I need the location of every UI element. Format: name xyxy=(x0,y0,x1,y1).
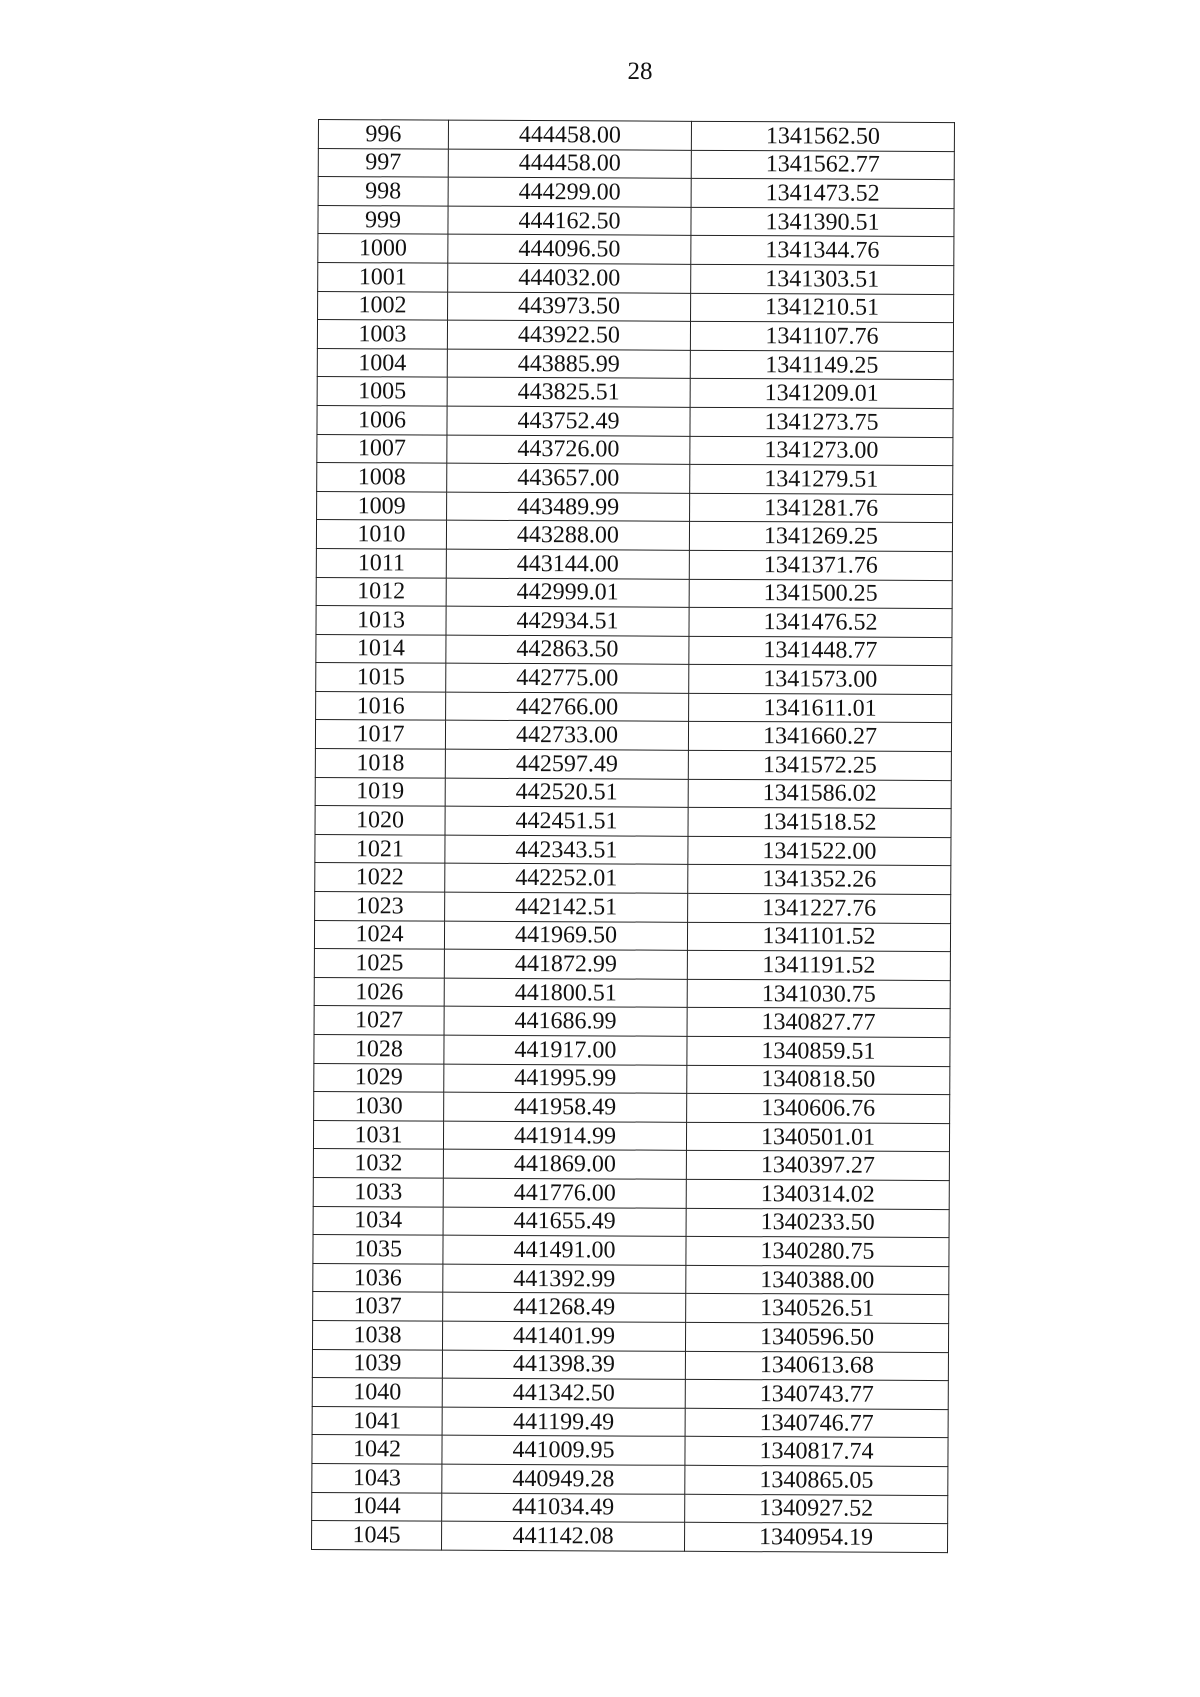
y-coordinate-cell: 1341522.00 xyxy=(688,836,951,866)
y-coordinate-cell: 1340827.77 xyxy=(687,1008,950,1038)
table-row xyxy=(313,1177,949,1209)
table-row xyxy=(316,634,952,666)
table-row xyxy=(312,1435,948,1467)
y-coordinate-cell: 1341281.76 xyxy=(690,493,953,523)
point-number-cell: 1033 xyxy=(313,1177,443,1206)
y-coordinate-cell: 1341500.25 xyxy=(689,579,952,609)
table-row xyxy=(315,777,951,809)
x-coordinate-cell: 442451.51 xyxy=(445,806,688,836)
x-coordinate-cell: 442733.00 xyxy=(445,721,688,751)
table-row xyxy=(317,405,953,437)
table-row xyxy=(316,577,952,609)
table-row xyxy=(314,920,950,952)
point-number-cell: 1017 xyxy=(315,720,445,749)
y-coordinate-cell: 1341371.76 xyxy=(689,550,952,580)
x-coordinate-cell: 442775.00 xyxy=(446,663,689,693)
x-coordinate-cell: 441917.00 xyxy=(444,1035,687,1065)
table-row xyxy=(316,548,952,580)
point-number-cell: 1030 xyxy=(314,1092,444,1121)
x-coordinate-cell: 444458.00 xyxy=(448,120,691,150)
point-number-cell: 1013 xyxy=(316,606,446,635)
table-row xyxy=(313,1235,949,1267)
point-number-cell: 1012 xyxy=(316,577,446,606)
table-row xyxy=(315,834,951,866)
point-number-cell: 1038 xyxy=(312,1320,442,1349)
point-number-cell: 997 xyxy=(318,148,448,177)
x-coordinate-cell: 442999.01 xyxy=(446,578,689,608)
point-number-cell: 1021 xyxy=(315,834,445,863)
y-coordinate-cell: 1340526.51 xyxy=(686,1294,949,1324)
table-row xyxy=(315,749,951,781)
y-coordinate-cell: 1341269.25 xyxy=(689,522,952,552)
y-coordinate-cell: 1341273.75 xyxy=(690,407,953,437)
y-coordinate-cell: 1340859.51 xyxy=(687,1036,950,1066)
x-coordinate-cell: 441914.99 xyxy=(443,1121,686,1151)
point-number-cell: 1034 xyxy=(313,1206,443,1235)
y-coordinate-cell: 1341030.75 xyxy=(687,979,950,1009)
y-coordinate-cell: 1341611.01 xyxy=(689,693,952,723)
point-number-cell: 999 xyxy=(318,205,448,234)
x-coordinate-cell: 443657.00 xyxy=(447,463,690,493)
table-row xyxy=(317,377,953,409)
table-row xyxy=(312,1492,948,1524)
x-coordinate-cell: 442766.00 xyxy=(446,692,689,722)
x-coordinate-cell: 442863.50 xyxy=(446,635,689,665)
y-coordinate-cell: 1341562.77 xyxy=(691,150,954,180)
x-coordinate-cell: 441392.99 xyxy=(443,1264,686,1294)
table-row xyxy=(318,148,954,180)
point-number-cell: 1007 xyxy=(317,434,447,463)
point-number-cell: 1009 xyxy=(317,491,447,520)
point-number-cell: 1014 xyxy=(316,634,446,663)
point-number-cell: 1040 xyxy=(312,1378,442,1407)
x-coordinate-cell: 443726.00 xyxy=(447,435,690,465)
y-coordinate-cell: 1340865.05 xyxy=(685,1465,948,1495)
table-row xyxy=(317,348,953,380)
table-row xyxy=(317,491,953,523)
table-row xyxy=(318,120,954,152)
y-coordinate-cell: 1341191.52 xyxy=(687,951,950,981)
point-number-cell: 1003 xyxy=(317,320,447,349)
point-number-cell: 1019 xyxy=(315,777,445,806)
y-coordinate-cell: 1341279.51 xyxy=(690,464,953,494)
table-row xyxy=(313,1120,949,1152)
point-number-cell: 1011 xyxy=(316,548,446,577)
y-coordinate-cell: 1341448.77 xyxy=(689,636,952,666)
point-number-cell: 996 xyxy=(318,120,448,149)
table-row xyxy=(312,1320,948,1352)
table-row xyxy=(316,520,952,552)
point-number-cell: 1002 xyxy=(318,291,448,320)
table-row xyxy=(314,1092,950,1124)
x-coordinate-cell: 443288.00 xyxy=(446,520,689,550)
table-row xyxy=(317,463,953,495)
point-number-cell: 1004 xyxy=(317,348,447,377)
point-number-cell: 1000 xyxy=(318,234,448,263)
point-number-cell: 1044 xyxy=(312,1492,442,1521)
x-coordinate-cell: 442252.01 xyxy=(445,864,688,894)
point-number-cell: 1039 xyxy=(312,1349,442,1378)
x-coordinate-cell: 443885.99 xyxy=(447,349,690,379)
table-row xyxy=(316,691,952,723)
y-coordinate-cell: 1341209.01 xyxy=(690,379,953,409)
y-coordinate-cell: 1341352.26 xyxy=(688,865,951,895)
x-coordinate-cell: 441776.00 xyxy=(443,1178,686,1208)
table-row xyxy=(312,1463,948,1495)
x-coordinate-cell: 441398.39 xyxy=(442,1350,685,1380)
table-row xyxy=(317,320,953,352)
x-coordinate-cell: 441342.50 xyxy=(442,1378,685,1408)
x-coordinate-cell: 444458.00 xyxy=(448,149,691,179)
x-coordinate-cell: 441009.95 xyxy=(442,1435,685,1465)
point-number-cell: 1023 xyxy=(315,892,445,921)
y-coordinate-cell: 1340954.19 xyxy=(685,1522,948,1552)
y-coordinate-cell: 1340314.02 xyxy=(686,1179,949,1209)
table-row xyxy=(315,863,951,895)
table-row xyxy=(317,434,953,466)
y-coordinate-cell: 1340388.00 xyxy=(686,1265,949,1295)
table-row xyxy=(318,205,954,237)
point-number-cell: 1037 xyxy=(313,1292,443,1321)
point-number-cell: 1024 xyxy=(314,920,444,949)
y-coordinate-cell: 1341101.52 xyxy=(687,922,950,952)
table-row xyxy=(314,1034,950,1066)
point-number-cell: 1041 xyxy=(312,1406,442,1435)
point-number-cell: 1028 xyxy=(314,1034,444,1063)
x-coordinate-cell: 442343.51 xyxy=(445,835,688,865)
y-coordinate-cell: 1340817.74 xyxy=(685,1437,948,1467)
x-coordinate-cell: 441034.49 xyxy=(442,1493,685,1523)
point-number-cell: 1036 xyxy=(313,1263,443,1292)
point-number-cell: 1020 xyxy=(315,806,445,835)
point-number-cell: 1001 xyxy=(318,262,448,291)
x-coordinate-cell: 443489.99 xyxy=(447,492,690,522)
point-number-cell: 1016 xyxy=(316,691,446,720)
point-number-cell: 1031 xyxy=(313,1120,443,1149)
x-coordinate-cell: 441142.08 xyxy=(442,1521,685,1551)
x-coordinate-cell: 441401.99 xyxy=(442,1321,685,1351)
y-coordinate-cell: 1340818.50 xyxy=(687,1065,950,1095)
y-coordinate-cell: 1341149.25 xyxy=(690,350,953,380)
table-row xyxy=(318,262,954,294)
x-coordinate-cell: 441199.49 xyxy=(442,1407,685,1437)
point-number-cell: 1025 xyxy=(314,949,444,978)
point-number-cell: 1045 xyxy=(312,1521,442,1550)
table-row xyxy=(313,1263,949,1295)
y-coordinate-cell: 1341473.52 xyxy=(691,179,954,209)
x-coordinate-cell: 443144.00 xyxy=(446,549,689,579)
table-row xyxy=(318,177,954,209)
point-number-cell: 1006 xyxy=(317,405,447,434)
y-coordinate-cell: 1341660.27 xyxy=(688,722,951,752)
point-number-cell: 1042 xyxy=(312,1435,442,1464)
x-coordinate-cell: 441800.51 xyxy=(444,978,687,1008)
x-coordinate-cell: 444096.50 xyxy=(448,235,691,265)
y-coordinate-cell: 1341273.00 xyxy=(690,436,953,466)
y-coordinate-cell: 1340280.75 xyxy=(686,1236,949,1266)
x-coordinate-cell: 443825.51 xyxy=(447,377,690,407)
x-coordinate-cell: 444162.50 xyxy=(448,206,691,236)
y-coordinate-cell: 1340606.76 xyxy=(687,1094,950,1124)
point-number-cell: 1026 xyxy=(314,977,444,1006)
point-number-cell: 1035 xyxy=(313,1235,443,1264)
y-coordinate-cell: 1340233.50 xyxy=(686,1208,949,1238)
table-row xyxy=(312,1521,948,1553)
y-coordinate-cell: 1341562.50 xyxy=(691,121,954,151)
coordinates-table-body xyxy=(312,120,955,1553)
x-coordinate-cell: 442142.51 xyxy=(445,892,688,922)
point-number-cell: 1029 xyxy=(314,1063,444,1092)
x-coordinate-cell: 441686.99 xyxy=(444,1007,687,1037)
point-number-cell: 1022 xyxy=(315,863,445,892)
x-coordinate-cell: 441491.00 xyxy=(443,1235,686,1265)
table-row xyxy=(318,291,954,323)
table-row xyxy=(315,892,951,924)
y-coordinate-cell: 1340927.52 xyxy=(685,1494,948,1524)
table-row xyxy=(312,1378,948,1410)
table-row xyxy=(314,1006,950,1038)
x-coordinate-cell: 443922.50 xyxy=(447,320,690,350)
point-number-cell: 998 xyxy=(318,177,448,206)
y-coordinate-cell: 1341572.25 xyxy=(688,750,951,780)
table-row xyxy=(313,1292,949,1324)
point-number-cell: 1032 xyxy=(313,1149,443,1178)
table-row xyxy=(315,720,951,752)
y-coordinate-cell: 1341210.51 xyxy=(691,293,954,323)
table-row xyxy=(314,949,950,981)
table-row xyxy=(313,1206,949,1238)
point-number-cell: 1008 xyxy=(317,463,447,492)
y-coordinate-cell: 1341344.76 xyxy=(691,236,954,266)
x-coordinate-cell: 442520.51 xyxy=(445,778,688,808)
x-coordinate-cell: 441995.99 xyxy=(444,1064,687,1094)
y-coordinate-cell: 1340746.77 xyxy=(685,1408,948,1438)
x-coordinate-cell: 441969.50 xyxy=(444,921,687,951)
x-coordinate-cell: 443752.49 xyxy=(447,406,690,436)
y-coordinate-cell: 1340596.50 xyxy=(685,1322,948,1352)
y-coordinate-cell: 1340501.01 xyxy=(686,1122,949,1152)
table-row xyxy=(316,663,952,695)
x-coordinate-cell: 442934.51 xyxy=(446,606,689,636)
page-number: 28 xyxy=(627,58,653,85)
x-coordinate-cell: 441872.99 xyxy=(444,949,687,979)
table-row xyxy=(315,806,951,838)
x-coordinate-cell: 441958.49 xyxy=(444,1092,687,1122)
y-coordinate-cell: 1341586.02 xyxy=(688,779,951,809)
point-number-cell: 1010 xyxy=(316,520,446,549)
y-coordinate-cell: 1340397.27 xyxy=(686,1151,949,1181)
point-number-cell: 1018 xyxy=(315,749,445,778)
table-row xyxy=(316,606,952,638)
x-coordinate-cell: 443973.50 xyxy=(448,292,691,322)
point-number-cell: 1043 xyxy=(312,1463,442,1492)
y-coordinate-cell: 1341390.51 xyxy=(691,207,954,237)
y-coordinate-cell: 1341476.52 xyxy=(689,607,952,637)
x-coordinate-cell: 441655.49 xyxy=(443,1207,686,1237)
y-coordinate-cell: 1340743.77 xyxy=(685,1379,948,1409)
x-coordinate-cell: 440949.28 xyxy=(442,1464,685,1494)
table-row xyxy=(314,977,950,1009)
y-coordinate-cell: 1341303.51 xyxy=(691,264,954,294)
y-coordinate-cell: 1341518.52 xyxy=(688,808,951,838)
y-coordinate-cell: 1340613.68 xyxy=(685,1351,948,1381)
table-row xyxy=(318,234,954,266)
table-row xyxy=(314,1063,950,1095)
x-coordinate-cell: 442597.49 xyxy=(445,749,688,779)
coordinates-table xyxy=(311,119,955,1553)
point-number-cell: 1027 xyxy=(314,1006,444,1035)
x-coordinate-cell: 444032.00 xyxy=(448,263,691,293)
x-coordinate-cell: 441869.00 xyxy=(443,1150,686,1180)
point-number-cell: 1015 xyxy=(316,663,446,692)
table-row xyxy=(313,1149,949,1181)
x-coordinate-cell: 444299.00 xyxy=(448,177,691,207)
point-number-cell: 1005 xyxy=(317,377,447,406)
table-row xyxy=(312,1349,948,1381)
x-coordinate-cell: 441268.49 xyxy=(443,1292,686,1322)
table-row xyxy=(312,1406,948,1438)
y-coordinate-cell: 1341573.00 xyxy=(689,665,952,695)
y-coordinate-cell: 1341227.76 xyxy=(688,893,951,923)
y-coordinate-cell: 1341107.76 xyxy=(690,321,953,351)
